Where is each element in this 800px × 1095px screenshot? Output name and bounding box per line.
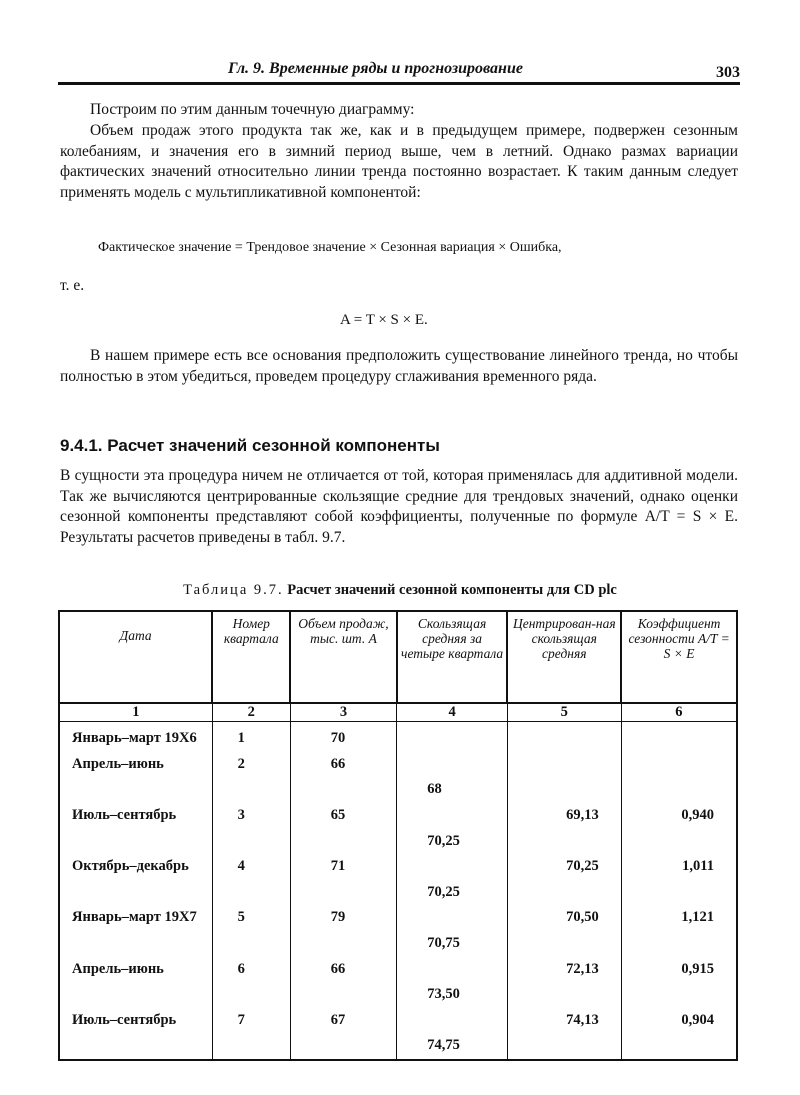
table-cell [507,828,621,854]
table-cell [507,880,621,906]
table-cell [397,905,508,931]
section-heading: 9.4.1. Расчет значений сезонной компоненты [60,436,440,455]
column-header: Коэффициент сезонности A/T = S × E [621,611,737,703]
paragraph: Построим по этим данным точечную диаграмму: [90,101,415,118]
table-cell [621,777,737,803]
table-cell [59,931,212,957]
table-cell: 66 [290,956,397,982]
table-cell [59,982,212,1008]
column-header: Объем продаж, тыс. шт. A [290,611,397,703]
table-row [59,777,737,803]
table-cell [397,956,508,982]
table-cell: 0,904 [621,1008,737,1034]
table-cell [507,722,621,752]
table-cell: Январь–март 19X6 [59,722,212,752]
table-cell: 66 [290,752,397,778]
table-cell [59,777,212,803]
table-cell: 0,915 [621,956,737,982]
table-cell [290,880,397,906]
chapter-title: Гл. 9. Временные ряды и прогнозирование [228,60,523,77]
table-cell [290,982,397,1008]
table-cell [212,931,290,957]
table-row [59,880,737,906]
page-number: 303 [716,64,740,81]
table-cell: 2 [212,752,290,778]
table-cell: 6 [212,956,290,982]
table-cell: 70,50 [507,905,621,931]
table-cell [621,1033,737,1060]
column-number-row [59,703,737,722]
table-cell: 4 [212,854,290,880]
table-cell: 70,25 [397,880,508,906]
paragraph: т. е. [60,277,85,294]
table-cell: 0,940 [621,803,737,829]
table-cell [290,777,397,803]
table-cell: 67 [290,1008,397,1034]
header-rule [58,82,740,85]
formula-verbal: Фактическое значение = Трендовое значение × Сезонная вариация × Ошибка, [98,240,562,255]
table-cell: 68 [397,777,508,803]
paragraph: Объем продаж этого продукта так же, как и в предыдущем примере, подвержен сезонным колебаниям, и значения его в зимний период выше, чем в летний. Однако размах вариации фактических значений относительно линии тренда постоянно возрастает. К таким данным следует применять модель с мультипликативной компонентой: [60,122,738,201]
column-number: 3 [290,703,397,722]
column-number: 4 [397,703,508,722]
seasonal-component-table [58,610,738,1061]
table-cell: 70,75 [397,931,508,957]
table-cell [212,828,290,854]
table-cell [507,752,621,778]
table-cell [212,1033,290,1060]
table-cell: 70 [290,722,397,752]
table-cell [212,777,290,803]
table-cell [621,828,737,854]
table-cell [59,828,212,854]
table-row [59,982,737,1008]
table-cell [59,1033,212,1060]
column-header: Скользящая средняя за четыре квартала [397,611,508,703]
table-row [59,828,737,854]
table-cell: 1,011 [621,854,737,880]
table-cell [290,1033,397,1060]
table-row [59,752,737,778]
column-header: Дата [59,611,212,703]
column-number: 1 [59,703,212,722]
table-cell [212,880,290,906]
table-cell: 3 [212,803,290,829]
table-cell [507,1033,621,1060]
table-cell [621,722,737,752]
table-cell [397,854,508,880]
table-cell: Июль–сентябрь [59,1008,212,1034]
table-row [59,722,737,752]
table-header-row [59,611,737,703]
paragraph: В нашем примере есть все основания предположить существование линейного тренда, но чтобы полностью в этом убедиться, проведем процедуру сглаживания временного ряда. [60,347,738,385]
table-row [59,1008,737,1034]
table-cell [290,931,397,957]
table-cell: 74,75 [397,1033,508,1060]
table-row [59,956,737,982]
table-cell [59,880,212,906]
table-cell: 79 [290,905,397,931]
table-cell: Январь–март 19X7 [59,905,212,931]
column-number: 5 [507,703,621,722]
table-cell [397,1008,508,1034]
table-row [59,854,737,880]
table-cell: 7 [212,1008,290,1034]
table-cell: 73,50 [397,982,508,1008]
column-header: Центрирован-ная скользящая средняя [507,611,621,703]
table-caption [0,582,800,599]
table-row [59,803,737,829]
table-cell [621,880,737,906]
table-cell: 1,121 [621,905,737,931]
table-cell [212,982,290,1008]
column-header: Номер квартала [212,611,290,703]
paragraph: В сущности эта процедура ничем не отличается от той, которая применялась для аддитивной модели. Так же вычисляются центрированные скользящие средние для трендовых значений, однако оценки сезонной компоненты представляют собой коэффициенты, полученные по формуле A/T = S × E. Результаты расчетов приведены в табл. 9.7. [60,467,738,546]
running-header [58,58,740,84]
table-cell [621,982,737,1008]
table-cell [397,803,508,829]
table-cell: Июль–сентябрь [59,803,212,829]
table-cell: 5 [212,905,290,931]
table-caption-title: Расчет значений сезонной компоненты для CD plc [287,582,617,598]
table-cell [397,752,508,778]
column-number: 2 [212,703,290,722]
table-cell: 71 [290,854,397,880]
table-cell [507,982,621,1008]
table-caption-label: Таблица 9.7. [183,582,284,598]
table-cell: 72,13 [507,956,621,982]
table-cell [290,828,397,854]
table-cell: 74,13 [507,1008,621,1034]
table-cell [397,722,508,752]
table-cell: 65 [290,803,397,829]
table-cell: Апрель–июнь [59,956,212,982]
table-cell [507,777,621,803]
table-cell [507,931,621,957]
table-cell: Октябрь–декабрь [59,854,212,880]
table-row [59,905,737,931]
table-cell: 69,13 [507,803,621,829]
column-number: 6 [621,703,737,722]
formula: A = T × S × E. [340,312,428,328]
table-cell [621,752,737,778]
table-row [59,931,737,957]
table-cell: 70,25 [507,854,621,880]
table-cell: 1 [212,722,290,752]
table-row [59,1033,737,1060]
table-cell [621,931,737,957]
table-cell: 70,25 [397,828,508,854]
table-cell: Апрель–июнь [59,752,212,778]
